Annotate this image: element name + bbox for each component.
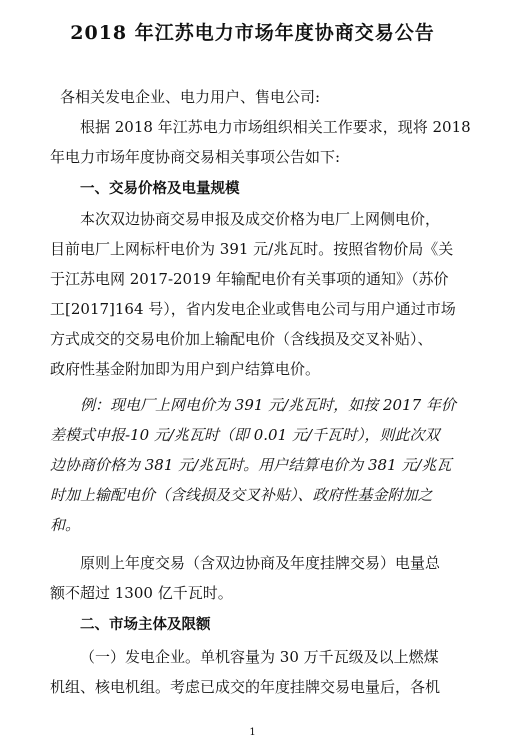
body-line: 于江苏电网 2017-2019 年输配电价有关事项的通知》（苏价 bbox=[50, 270, 449, 288]
body-line: 目前电厂上网标杆电价为 391 元/兆瓦时。按照省物价局《关 bbox=[50, 240, 454, 258]
body-line: 工[2017]164 号），省内发电企业或售电公司与用户通过市场 bbox=[50, 300, 456, 318]
body-line: 额不超过 1300 亿千瓦时。 bbox=[50, 584, 233, 602]
section-heading-2: 二、市场主体及限额 bbox=[80, 617, 211, 633]
body-line: 政府性基金附加即为用户到户结算电价。 bbox=[50, 360, 321, 378]
body-line: 方式成交的交易电价加上输配电价（含线损及交叉补贴）、 bbox=[50, 330, 433, 348]
body-line: 机组、核电机组。考虑已成交的年度挂牌交易电量后，各机 bbox=[50, 678, 441, 696]
section-heading-1: 一、交易价格及电量规模 bbox=[80, 181, 240, 197]
example-line: 差模式申报-10 元/兆瓦时（即 0.01 元/千瓦时），则此次双 bbox=[50, 426, 440, 444]
salutation: 各相关发电企业、电力用户、售电公司: bbox=[60, 88, 321, 106]
intro-line: 根据 2018 年江苏电力市场组织相关工作要求，现将 2018 bbox=[80, 118, 471, 136]
intro-line: 年电力市场年度协商交易相关事项公告如下: bbox=[50, 148, 341, 166]
body-line: 本次双边协商交易申报及成交价格为电厂上网侧电价， bbox=[80, 210, 441, 228]
example-line: 边协商价格为 381 元/兆瓦时。用户结算电价为 381 元/兆瓦 bbox=[50, 456, 452, 474]
body-line: 原则上年度交易（含双边协商及年度挂牌交易）电量总 bbox=[80, 554, 441, 572]
page-number: 1 bbox=[249, 727, 256, 738]
document-title: 2018 年江苏电力市场年度协商交易公告 bbox=[70, 22, 435, 44]
example-line: 例：现电厂上网电价为 391 元/兆瓦时，如按 2017 年价 bbox=[80, 396, 456, 414]
body-line: （一）发电企业。单机容量为 30 万千瓦级及以上燃煤 bbox=[80, 648, 439, 666]
example-line: 和。 bbox=[50, 516, 81, 534]
example-line: 时加上输配电价（含线损及交叉补贴）、政府性基金附加之 bbox=[50, 486, 433, 504]
